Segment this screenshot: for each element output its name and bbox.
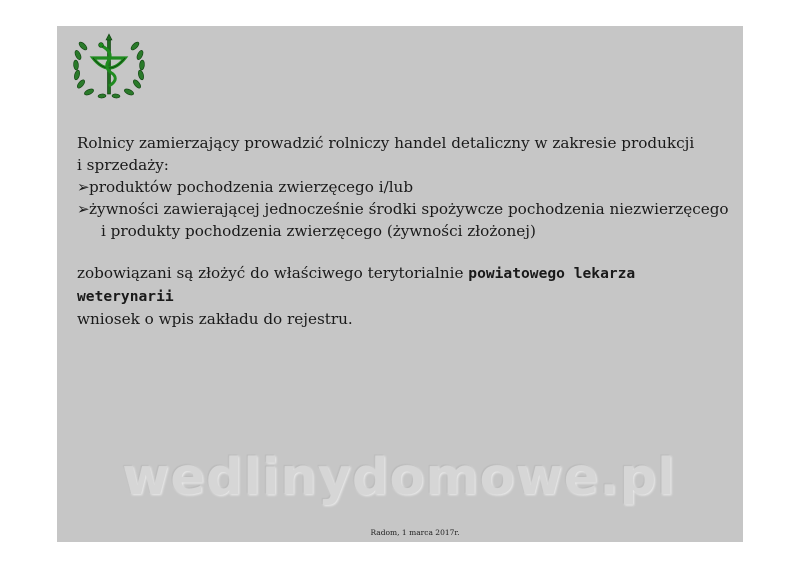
intro-line-1: Rolnicy zamierzający prowadzić rolniczy handel detaliczny w zakresie produkcji (77, 134, 695, 152)
watermark: wedlinydomowe.pl (122, 448, 676, 507)
footer-date: Radom, 1 marca 2017r. (370, 528, 460, 537)
bullet-item-2-text: żywności zawierającej jednocześnie środki spożywcze pochodzenia niezwierzęcego (89, 200, 729, 218)
obligation-paragraph (77, 262, 737, 308)
bullet-item-2-continuation: i produkty pochodzenia zwierzęcego (żywności złożonej) (101, 222, 536, 240)
obligation-text-start: zobowiązani są złożyć do właściwego terytorialnie (77, 264, 469, 282)
intro-line-2: i sprzedaży: (77, 156, 169, 174)
main-text (77, 132, 737, 330)
veterinary-caduceus-logo-icon (69, 32, 149, 102)
bullet-item-1 (77, 176, 737, 198)
bullet-item-2 (77, 198, 737, 220)
arrow-bullet-icon: ➢ (77, 200, 90, 218)
slide (57, 26, 743, 542)
obligation-text-bold: powiatowego lekarza weterynarii (77, 265, 636, 305)
arrow-bullet-icon: ➢ (77, 178, 90, 196)
bullet-item-1-text: produktów pochodzenia zwierzęcego i/lub (89, 178, 414, 196)
obligation-text-end: wniosek o wpis zakładu do rejestru. (77, 310, 353, 328)
